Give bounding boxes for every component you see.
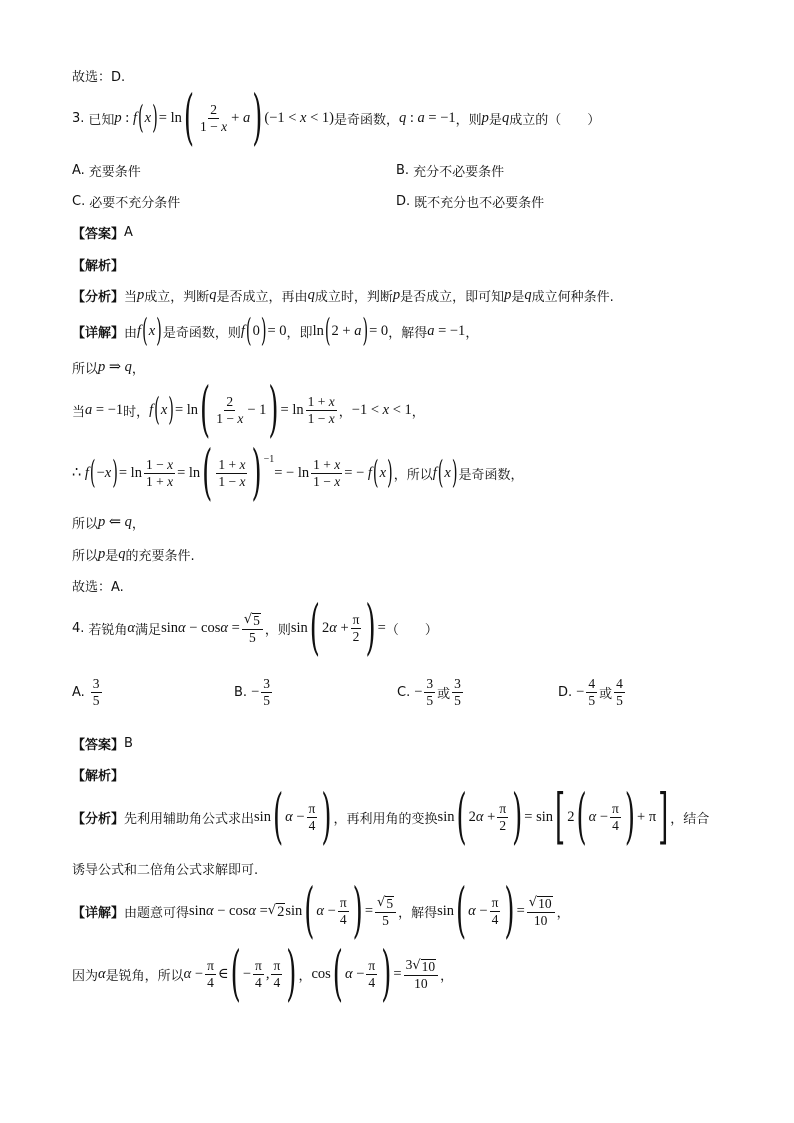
q3-formula-p: p : f bbox=[114, 110, 137, 127]
q3-analysis-heading: 【解析】 bbox=[72, 259, 125, 274]
q3-number: 3. bbox=[72, 111, 85, 127]
prev-answer-text: 故选：D. bbox=[72, 70, 126, 85]
q3-answer-tag: 【答案】 bbox=[72, 227, 125, 242]
q4-stem: 4. 若锐角 α 满足 sinα − cosα = √ 5 5 ，则 sin ( 2α + $\frac{\pi}{2}$ ) = （ ） bbox=[72, 594, 438, 664]
q3-stem-text-3: ，则 bbox=[455, 113, 482, 129]
q3-option-c[interactable]: C. 必要不充分条件 bbox=[72, 194, 181, 211]
q4-option-a[interactable]: A. $\frac{3}{5}$ bbox=[72, 676, 100, 709]
q4-option-b[interactable]: B. − $\frac{3}{5}$ bbox=[234, 676, 270, 709]
q3-detail-1: 【详解】 由 f ( x ) 是奇函数，则 f ( 0 ) = 0 ，即 ln ( 2 + a ) = 0 ，解得 a = −1 ， bbox=[72, 313, 479, 350]
q3-stem-text-2: 是奇函数， bbox=[334, 113, 400, 129]
q3-stem-text-1: 已知 bbox=[88, 113, 115, 129]
q3-detail-6: 所以 p 是 q 的充要条件. bbox=[72, 546, 195, 564]
q3-frac: $\frac{2}{1 - x}$ bbox=[200, 102, 228, 135]
q4-analysis-heading: 【解析】 bbox=[72, 769, 125, 784]
q4-number: 4. bbox=[72, 621, 85, 637]
q3-detail-2: 所以 p ⇒ q ， bbox=[72, 359, 145, 377]
q3-fenxi: 【分析】 当 p 成立，判断 q 是否成立，再由 q 成立时，判断 p 是否成立，即可知 p 是 q 成立何种条件. bbox=[72, 287, 614, 305]
q4-fenxi: 【分析】 先利用辅助角公式求出 sin ( α − $\frac{\pi}{4}$ ) ，再利用角的变换 sin ( 2α + $\frac{\pi}{2}$ ) = sin [ 2 ( α − $\frac{\pi}{4}$ ) + π ] ，结合 bbox=[72, 783, 710, 853]
q3-option-a[interactable]: A. 充要条件 bbox=[72, 163, 141, 180]
q3-option-d[interactable]: D. 既不充分也不必要条件 bbox=[396, 194, 545, 211]
q3-option-b[interactable]: B. 充分不必要条件 bbox=[396, 163, 505, 180]
q3-answer-value: A bbox=[124, 225, 133, 240]
q3-final: 故选：A. bbox=[72, 580, 124, 595]
q4-detail-2: 因为 α 是锐角，所以 α − $\frac{\pi}{4}$ ∈ ( − $\frac{\pi}{4}$ , $\frac{\pi}{4}$ ) ， cos ( α − $\frac{\pi}{4}$ ) = 3 √ 10 10 ， bbox=[72, 940, 454, 1010]
q4-option-c[interactable]: C. − $\frac{3}{5}$ 或 $\frac{3}{5}$ bbox=[397, 676, 461, 709]
q3-stem-text-5: 成立的（ ） bbox=[509, 113, 601, 129]
q4-answer-value: B bbox=[124, 736, 133, 751]
q3-detail-5: 所以 p ⇐ q ， bbox=[72, 514, 145, 532]
q3-answer bbox=[72, 223, 133, 242]
q3-formula-q: q : a = −1 bbox=[399, 110, 456, 127]
q3-detail-3: 当 a = −1 时， f ( x ) = ln ( $\frac{2}{1 - x}$ − 1 ) = ln $\frac{1 + x}{1 - x}$ ， −1 < x < 1 ， bbox=[72, 376, 425, 446]
q4-detail-1: 【详解】 由题意可得 sinα − cosα = √ 2 sin ( α − $\frac{\pi}{4}$ ) = √ 5 5 ，解得 sin ( α − $\frac{\pi}{4}$ ) = √ 10 10 ， bbox=[72, 877, 570, 947]
q4-option-d[interactable]: D. − $\frac{4}{5}$ 或 $\frac{4}{5}$ bbox=[558, 676, 623, 709]
prev-answer-line bbox=[72, 66, 125, 85]
q3-stem-text-4: 是 bbox=[488, 113, 502, 129]
q4-answer: 【答案】 B bbox=[72, 736, 133, 753]
q3-detail-4: ∴ f ( −x ) = ln $\frac{1 - x}{1 + x}$ = ln ( $\frac{1 + x}{1 - x}$ ) −1 = − ln $\frac{1 + x}{1 - x}$ = − f ( x ) ，所以 f ( x ) 是奇函数， bbox=[72, 439, 524, 509]
q4-fenxi-cont: 诱导公式和二倍角公式求解即可. bbox=[72, 863, 259, 878]
q3-stem: 3. 已知 p : f ( x ) = ln ( $\frac{2}{1 - x}$ + a ) (−1 < x < 1) 是奇函数， q : a = −1 ，则 p 是 q 成立的（ ） bbox=[72, 84, 601, 154]
